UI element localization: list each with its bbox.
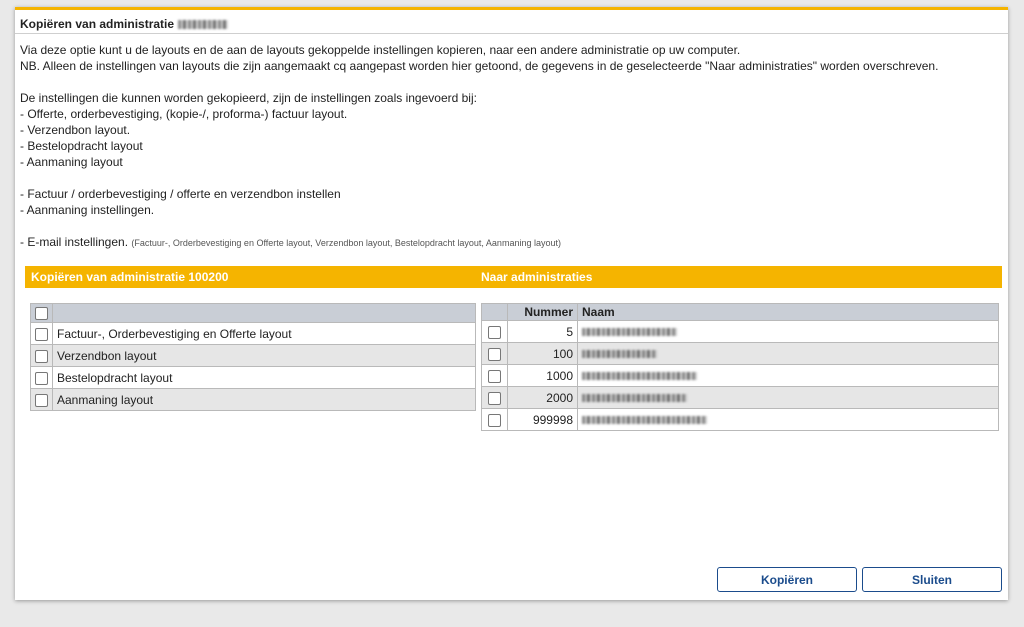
intro-line bbox=[20, 234, 980, 251]
admin-name bbox=[578, 387, 999, 409]
redacted-admin-name bbox=[582, 372, 697, 380]
intro-line: NB. Alleen de instellingen van layouts die zijn aangemaakt cq aangepast worden hier getoond, de gegevens in de geselecteerde "Naar administraties" worden overschreven. bbox=[20, 59, 939, 73]
admin-number: 100 bbox=[508, 343, 578, 365]
layout-header-cell bbox=[53, 304, 476, 323]
email-settings-note: (Factuur-, Orderbevestiging en Offerte layout, Verzendbon layout, Bestelopdracht layout, Aanmaning layout) bbox=[131, 238, 561, 248]
admin-checkbox[interactable] bbox=[488, 348, 501, 361]
target-admin-table bbox=[481, 303, 999, 431]
admin-name bbox=[578, 409, 999, 431]
admin-checkbox[interactable] bbox=[488, 326, 501, 339]
select-all-cell bbox=[31, 304, 53, 323]
number-column-header: Nummer bbox=[508, 304, 578, 321]
redacted-admin-name bbox=[582, 328, 677, 336]
admin-name bbox=[578, 343, 999, 365]
redacted-admin-name bbox=[178, 20, 228, 29]
admin-number: 5 bbox=[508, 321, 578, 343]
redacted-admin-name bbox=[582, 394, 687, 402]
layout-label: Bestelopdracht layout bbox=[53, 367, 476, 389]
intro-line: - Offerte, orderbevestiging, (kopie-/, proforma-) factuur layout. bbox=[20, 107, 348, 121]
section-header-bar bbox=[25, 266, 1002, 288]
layout-label: Verzendbon layout bbox=[53, 345, 476, 367]
layout-checkbox[interactable] bbox=[35, 328, 48, 341]
close-button[interactable]: Sluiten bbox=[862, 567, 1002, 592]
table-row bbox=[482, 321, 999, 343]
admin-number: 1000 bbox=[508, 365, 578, 387]
select-all-layouts-checkbox[interactable] bbox=[35, 307, 48, 320]
intro-line: De instellingen die kunnen worden gekopieerd, zijn de instellingen zoals ingevoerd bij: bbox=[20, 91, 477, 105]
layout-label: Factuur-, Orderbevestiging en Offerte layout bbox=[53, 323, 476, 345]
table-row bbox=[482, 387, 999, 409]
admin-checkbox[interactable] bbox=[488, 414, 501, 427]
intro-line: - Aanmaning instellingen. bbox=[20, 203, 155, 217]
table-row bbox=[482, 409, 999, 431]
redacted-admin-name bbox=[582, 350, 657, 358]
table-row bbox=[482, 365, 999, 387]
copy-button[interactable]: Kopiëren bbox=[717, 567, 857, 592]
admin-number: 2000 bbox=[508, 387, 578, 409]
dialog-title: Kopiëren van administratie bbox=[20, 17, 175, 31]
target-admin-header: Naar administraties bbox=[481, 270, 593, 284]
intro-text bbox=[20, 42, 980, 251]
intro-line: - Verzendbon layout. bbox=[20, 123, 131, 137]
admin-checkbox[interactable] bbox=[488, 370, 501, 383]
table-row bbox=[482, 343, 999, 365]
layout-checkbox[interactable] bbox=[35, 372, 48, 385]
admin-name bbox=[578, 365, 999, 387]
intro-line: - Factuur / orderbevestiging / offerte en verzendbon instellen bbox=[20, 187, 341, 201]
intro-line: - Aanmaning layout bbox=[20, 155, 123, 169]
admin-number: 999998 bbox=[508, 409, 578, 431]
table-row bbox=[31, 345, 476, 367]
admin-checkbox[interactable] bbox=[488, 392, 501, 405]
dialog-title-bar bbox=[15, 10, 1008, 34]
name-column-header: Naam bbox=[578, 304, 999, 321]
layout-label: Aanmaning layout bbox=[53, 389, 476, 411]
email-settings-label: - E-mail instellingen. bbox=[20, 235, 129, 249]
table-row bbox=[31, 389, 476, 411]
source-admin-header: Kopiëren van administratie 100200 bbox=[31, 270, 229, 284]
select-header-cell bbox=[482, 304, 508, 321]
table-row bbox=[31, 323, 476, 345]
redacted-admin-name bbox=[582, 416, 707, 424]
table-row bbox=[31, 367, 476, 389]
intro-line: - Bestelopdracht layout bbox=[20, 139, 143, 153]
intro-line: Via deze optie kunt u de layouts en de aan de layouts gekoppelde instellingen kopieren, naar een andere administratie op uw computer. bbox=[20, 43, 741, 57]
layouts-table bbox=[30, 303, 476, 411]
layout-checkbox[interactable] bbox=[35, 394, 48, 407]
table-header-row bbox=[31, 304, 476, 323]
admin-name bbox=[578, 321, 999, 343]
layout-checkbox[interactable] bbox=[35, 350, 48, 363]
table-header-row bbox=[482, 304, 999, 321]
